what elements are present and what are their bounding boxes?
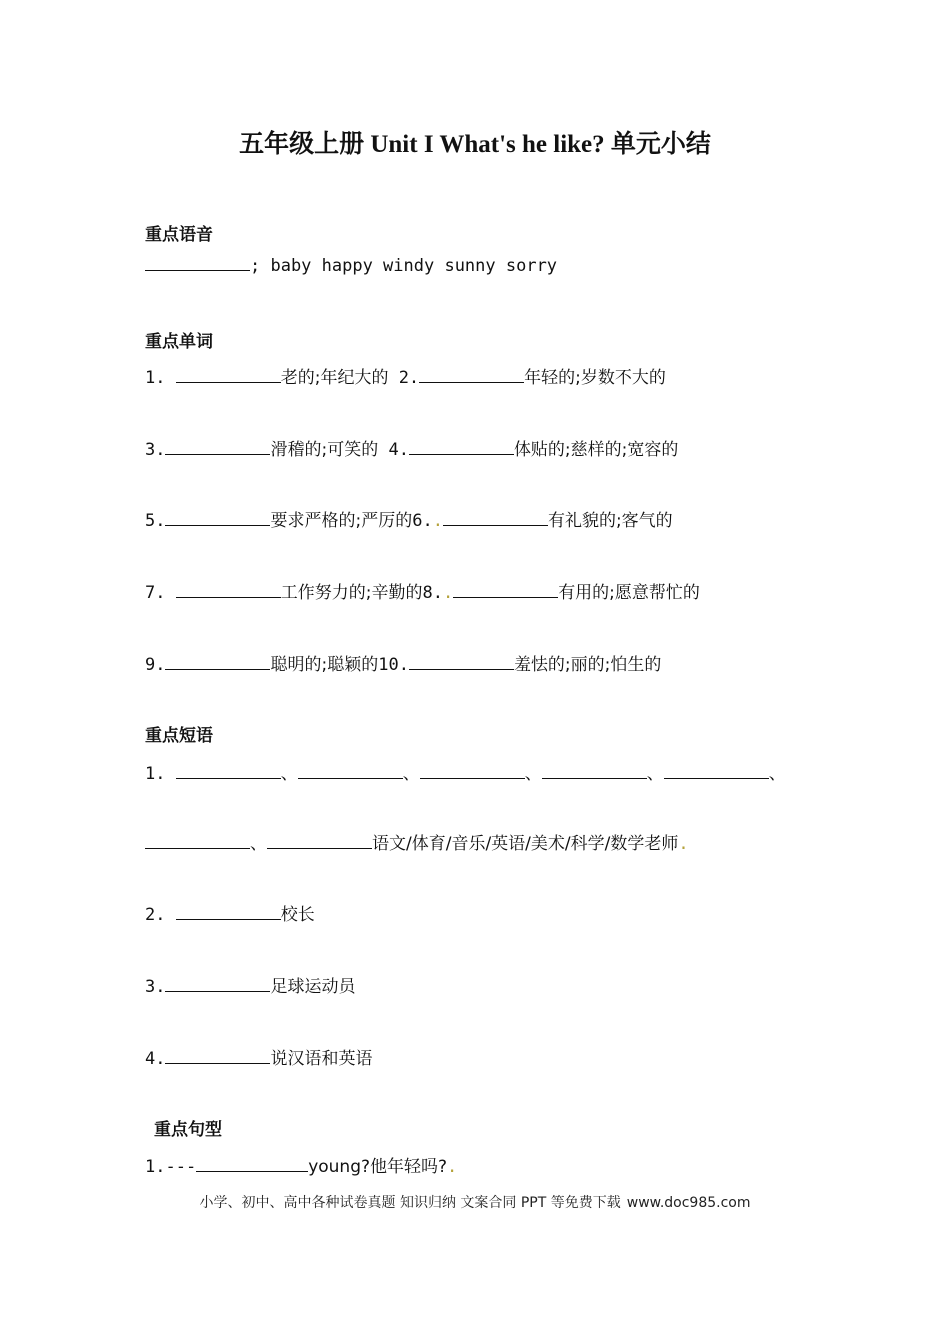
phrase-meaning: 校长 bbox=[280, 905, 315, 925]
footer-url[interactable]: www.doc985.com bbox=[626, 1195, 751, 1211]
answer-blank bbox=[165, 977, 270, 992]
answer-blank bbox=[542, 764, 647, 779]
word-meaning: 体贴的;慈样的;宽容的 bbox=[513, 440, 679, 460]
phrase-row-3 bbox=[145, 972, 355, 997]
phrase-meaning: 足球运动员 bbox=[270, 977, 356, 997]
separator: 、 bbox=[524, 764, 542, 784]
answer-blank bbox=[443, 511, 548, 526]
page-title: 五年级上册 Unit I What's he like? 单元小结 bbox=[239, 131, 711, 158]
answer-blank bbox=[409, 440, 514, 455]
answer-blank bbox=[145, 834, 250, 849]
word-meaning: 聪明的;聪颖的 bbox=[270, 655, 379, 675]
answer-blank bbox=[453, 583, 558, 598]
item-number: 2. bbox=[145, 905, 176, 925]
item-number: 4. bbox=[145, 1049, 166, 1069]
separator: 、 bbox=[280, 764, 298, 784]
word-meaning: 要求严格的;严厉的 bbox=[270, 511, 413, 531]
item-number: 1. bbox=[145, 764, 176, 784]
pronunciation-line bbox=[145, 256, 557, 276]
answer-blank bbox=[409, 655, 514, 670]
answer-blank bbox=[165, 1049, 270, 1064]
word-meaning: 有用的;愿意帮忙的 bbox=[558, 583, 700, 603]
word-meaning: 滑稽的;可笑的 bbox=[270, 440, 379, 460]
item-number: 10. bbox=[378, 655, 409, 675]
answer-blank bbox=[419, 368, 524, 383]
separator: 、 bbox=[402, 764, 420, 784]
pronunciation-words: ; baby happy windy sunny sorry bbox=[250, 256, 558, 276]
phrase-meaning: 说汉语和英语 bbox=[270, 1049, 373, 1069]
item-number: 4. bbox=[378, 440, 409, 460]
answer-blank bbox=[664, 764, 769, 779]
item-number: 9. bbox=[145, 655, 166, 675]
item-number: 5. bbox=[145, 511, 166, 531]
answer-blank bbox=[176, 368, 281, 383]
sentence-row-1: 1.--- young?他年轻吗?. bbox=[145, 1157, 458, 1177]
section-heading-vocabulary: 重点单词 bbox=[145, 332, 213, 352]
item-number: 7. bbox=[145, 583, 176, 603]
answer-blank bbox=[176, 905, 281, 920]
word-meaning: 年轻的;岁数不大的 bbox=[524, 368, 666, 388]
vocabulary-row-4: 7. 工作努力的;辛勤的8.. 有用的;愿意帮忙的 bbox=[145, 583, 700, 603]
word-meaning: 老的;年纪大的 bbox=[280, 368, 389, 388]
answer-blank bbox=[267, 834, 372, 849]
vocabulary-row-1 bbox=[145, 363, 666, 388]
answer-blank bbox=[165, 440, 270, 455]
word-meaning: 工作努力的;辛勤的 bbox=[280, 583, 423, 603]
answer-blank bbox=[176, 764, 281, 779]
section-heading-phrases: 重点短语 bbox=[145, 726, 213, 746]
item-number: 2. bbox=[388, 368, 420, 388]
item-number: 1.--- bbox=[145, 1157, 197, 1177]
answer-blank bbox=[165, 511, 270, 526]
answer-blank bbox=[145, 256, 250, 271]
item-number: 8. bbox=[422, 583, 443, 603]
word-meaning: 有礼貌的;客气的 bbox=[547, 511, 673, 531]
vocabulary-row-5 bbox=[145, 650, 661, 675]
separator: 、 bbox=[250, 834, 267, 854]
item-number: 3. bbox=[145, 440, 166, 460]
answer-blank bbox=[298, 764, 403, 779]
page-footer bbox=[0, 1192, 950, 1212]
sentence-text: young?他年轻吗? bbox=[308, 1157, 448, 1177]
vocabulary-row-2 bbox=[145, 435, 678, 460]
phrase-meaning: 语文/体育/音乐/英语/美术/科学/数学老师 bbox=[372, 834, 679, 854]
section-heading-sentences: 重点句型 bbox=[154, 1120, 222, 1140]
item-number: 3. bbox=[145, 977, 166, 997]
section-heading-pronunciation: 重点语音 bbox=[145, 225, 213, 245]
vocabulary-row-3: 5. 要求严格的;严厉的6.. 有礼貌的;客气的 bbox=[145, 511, 673, 531]
item-number: 6. bbox=[412, 511, 433, 531]
item-number: 1. bbox=[145, 368, 176, 388]
phrase-row-1 bbox=[145, 759, 786, 784]
separator: 、 bbox=[646, 764, 664, 784]
word-meaning: 羞怯的;丽的;怕生的 bbox=[513, 655, 662, 675]
phrase-row-1-continued: 、 语文/体育/音乐/英语/美术/科学/数学老师. bbox=[145, 829, 689, 854]
answer-blank bbox=[420, 764, 525, 779]
answer-blank bbox=[165, 655, 270, 670]
footer-text: 小学、初中、高中各种试卷真题 知识归纳 文案合同 PPT 等免费下载 bbox=[199, 1195, 621, 1211]
answer-blank bbox=[196, 1157, 308, 1172]
separator: 、 bbox=[768, 764, 786, 784]
phrase-row-4 bbox=[145, 1044, 372, 1069]
phrase-row-2 bbox=[145, 900, 315, 925]
answer-blank bbox=[176, 583, 281, 598]
